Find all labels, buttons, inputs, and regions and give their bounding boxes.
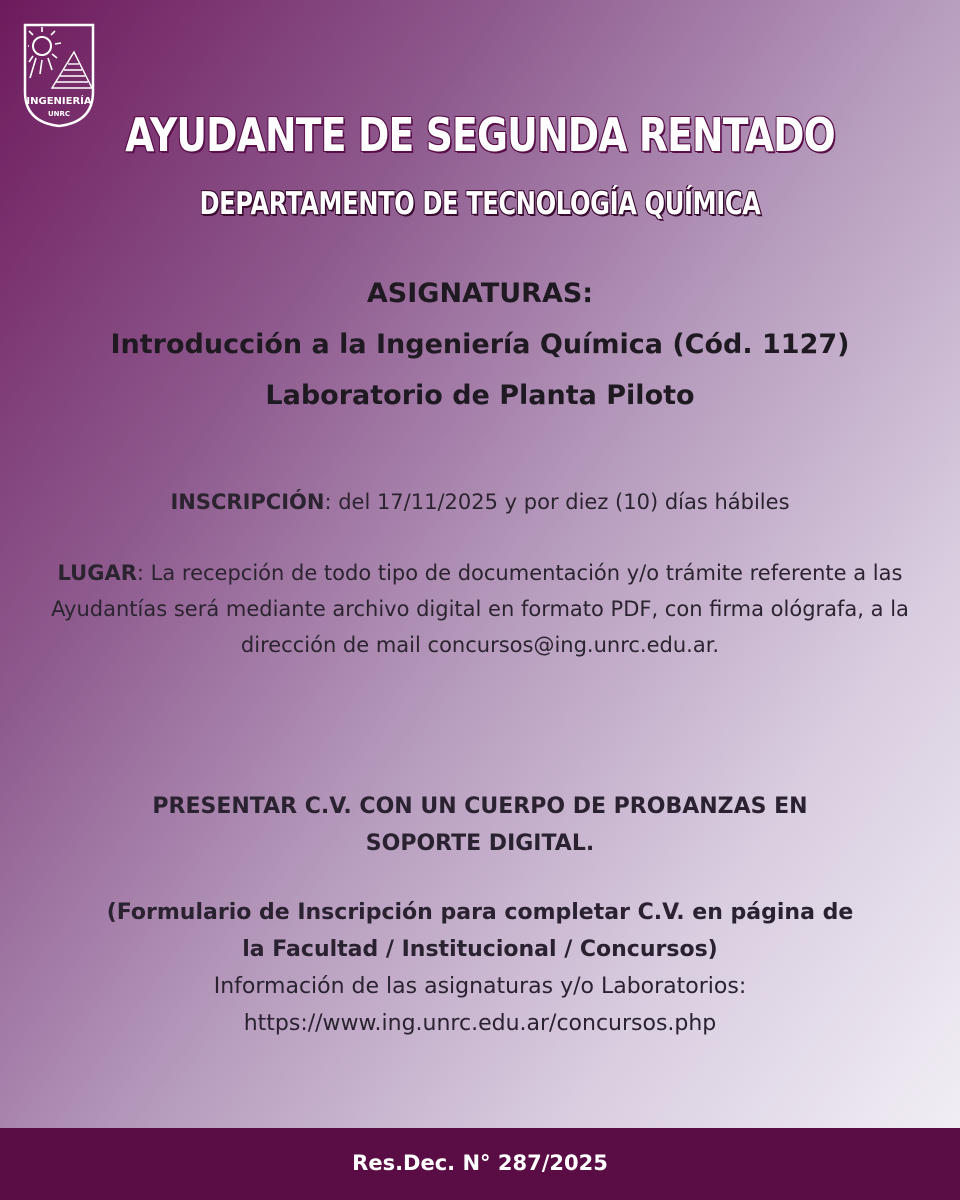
formulario-line: la Facultad / Institucional / Concursos)	[242, 937, 718, 962]
presentar-line: PRESENTAR C.V. CON UN CUERPO DE PROBANZAS EN	[152, 794, 808, 819]
presentar-cv-notice	[60, 788, 900, 862]
page-title: AYUDANTE DE SEGUNDA RENTADO	[125, 108, 835, 162]
formulario-section	[60, 894, 900, 1042]
inscripcion-label: INSCRIPCIÓN	[170, 490, 325, 514]
inscripcion-paragraph	[50, 484, 910, 520]
ingenieria-unrc-logo	[22, 22, 96, 128]
inscripcion-text: : del 17/11/2025 y por diez (10) días hábiles	[324, 490, 790, 514]
resolution-text: Res.Dec. N° 287/2025	[352, 1151, 608, 1175]
resolution-footer	[0, 1128, 960, 1200]
formulario-line: (Formulario de Inscripción para completar C.V. en página de	[106, 900, 854, 925]
page-subtitle: DEPARTAMENTO DE TECNOLOGÍA QUÍMICA	[199, 186, 761, 222]
logo-text-top: INGENIERÍA	[26, 96, 92, 107]
lugar-text: : La recepción de todo tipo de documentación y/o trámite referente a las Ayudantías será mediante archivo digital en formato PDF, con firma ológrafa, a la dirección de mail concursos@ing.unrc.edu.ar.	[51, 561, 909, 657]
subjects-section	[0, 268, 960, 421]
concursos-url[interactable]: https://www.ing.unrc.edu.ar/concursos.php	[243, 1011, 717, 1036]
lugar-label: LUGAR	[57, 561, 137, 585]
subjects-heading: ASIGNATURAS:	[366, 278, 594, 309]
lugar-paragraph	[50, 555, 910, 663]
presentar-line: SOPORTE DIGITAL.	[365, 831, 595, 856]
subject-item: Introducción a la Ingeniería Química (Cód. 1127)	[110, 329, 850, 360]
asignaturas-info-line: Información de las asignaturas y/o Laboratorios:	[213, 974, 747, 999]
subject-item: Laboratorio de Planta Piloto	[265, 380, 695, 411]
logo-text-bottom: UNRC	[47, 110, 71, 118]
